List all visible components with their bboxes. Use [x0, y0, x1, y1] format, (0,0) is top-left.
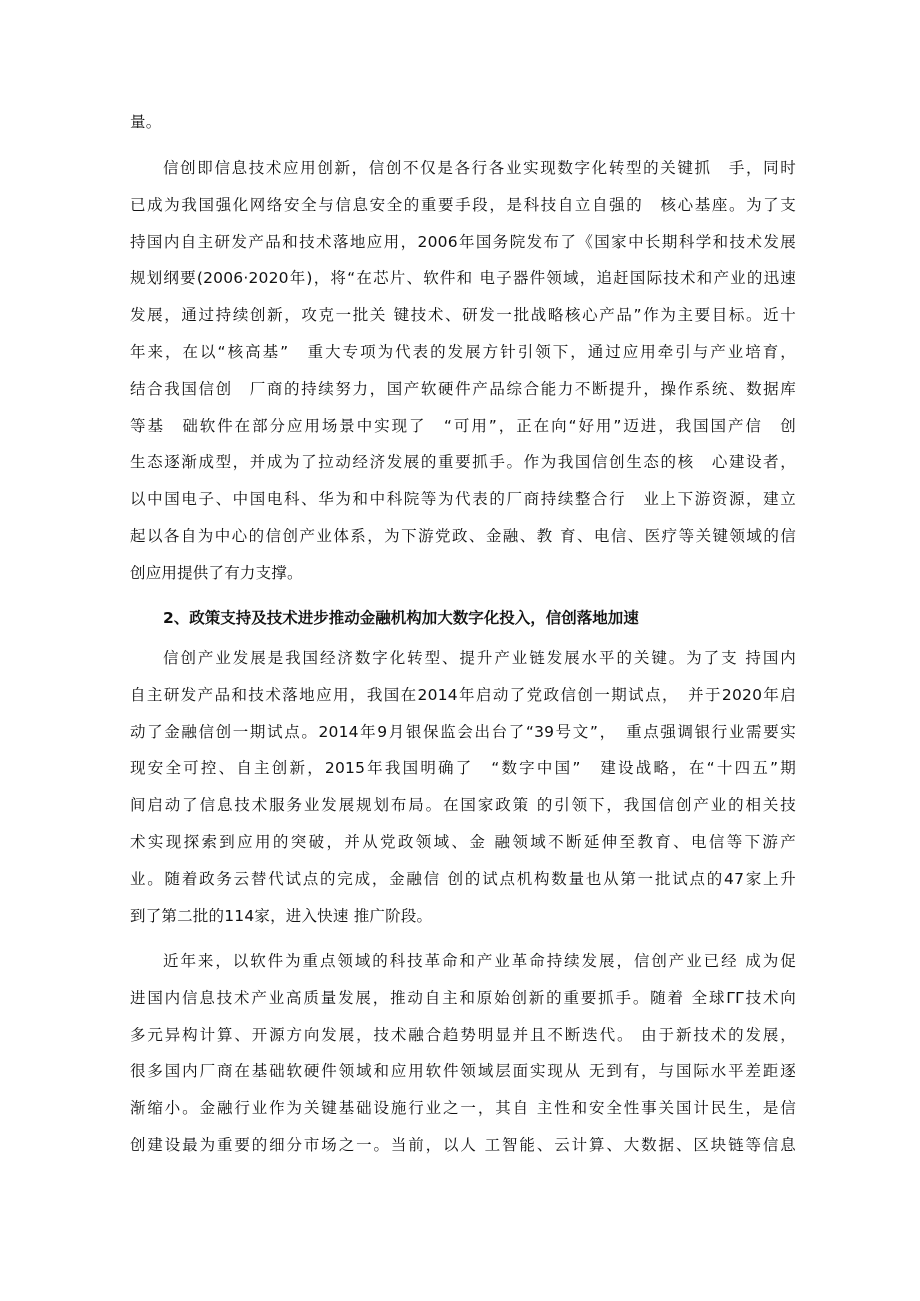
- text-line: 等基 础软件在部分应用场景中实现了 “可用”，正在向“好用”迈进，我国国产信 创: [130, 416, 796, 435]
- section-heading: 2、政策支持及技术进步推动金融机构加大数字化投入，信创落地加速: [163, 609, 639, 627]
- text-line: 以中国电子、中国电科、华为和中科院等为代表的厂商持续整合行 业上下游资源，建立: [130, 490, 796, 509]
- text-line: 起以各自为中心的信创产业体系，为下游党政、金融、教 育、电信、医疗等关键领域的信: [130, 526, 796, 545]
- text-line: 渐缩小。金融行业作为关键基础设施行业之一，其自 主性和安全性事关国计民生，是信: [130, 1099, 796, 1118]
- text-line: 业。随着政务云替代试点的完成，金融信 创的试点机构数量也从第一批试点的47家上升: [130, 869, 796, 888]
- text-line: 创建设最为重要的细分市场之一。当前，以人 工智能、云计算、大数据、区块链等信息: [130, 1135, 796, 1154]
- text-line: 近年来，以软件为重点领域的科技革命和产业革命持续发展，信创产业已经 成为促: [163, 952, 796, 970]
- text-line: 很多国内厂商在基础软硬件领域和应用软件领域层面实现从 无到有，与国际水平差距逐: [130, 1062, 796, 1081]
- text-line: 到了第二批的114家，进入快速 推广阶段。: [130, 906, 433, 925]
- text-line: 多元异构计算、开源方向发展，技术融合趋势明显并且不断迭代。 由于新技术的发展，: [130, 1025, 796, 1044]
- text-line: 已成为我国强化网络安全与信息安全的重要手段，是科技自立自强的 核心基座。为了支: [130, 195, 796, 214]
- text-line: 自主研发产品和技术落地应用，我国在2014年启动了党政信创一期试点， 并于2020年启: [130, 685, 796, 704]
- text-line: 持国内自主研发产品和技术落地应用，2006年国务院发布了《国家中长期科学和技术发展: [130, 232, 796, 251]
- text-line: 进国内信息技术产业高质量发展，推动自主和原始创新的重要抓手。随着 全球ΓΓ技术向: [130, 988, 796, 1007]
- text-line: 创应用提供了有力支撑。: [130, 563, 303, 582]
- text-line: 发展，通过持续创新，攻克一批关 键技术、研发一批战略核心产品”作为主要目标。近十: [130, 306, 796, 325]
- text-line: 规划纲要(2006·2020年)，将“在芯片、软件和 电子器件领域，追赶国际技术和产业的迅速: [130, 269, 796, 288]
- paragraph-technology-progress: [130, 943, 796, 1164]
- text-line: 信创产业发展是我国经济数字化转型、提升产业链发展水平的关键。为了支 持国内: [163, 649, 796, 667]
- paragraph-xinchuang-definition: [130, 150, 796, 592]
- paragraph-fragment: [130, 104, 796, 141]
- text-line: 动了金融信创一期试点。2014年9月银保监会出台了“39号文”， 重点强调银行业需要实: [130, 722, 796, 741]
- text-line: 信创即信息技术应用创新，信创不仅是各行各业实现数字化转型的关键抓 手，同时: [163, 159, 796, 177]
- text-line: 量。: [130, 113, 162, 131]
- text-line: 生态逐渐成型，并成为了拉动经济发展的重要抓手。作为我国信创生态的核 心建设者，: [130, 453, 796, 472]
- text-line: 现安全可控、自主创新，2015年我国明确了 “数字中国” 建设战略，在“十四五”期: [130, 759, 796, 778]
- text-line: 间启动了信息技术服务业发展规划布局。在国家政策 的引领下，我国信创产业的相关技: [130, 796, 796, 815]
- text-line: 结合我国信创 厂商的持续努力，国产软硬件产品综合能力不断提升，操作系统、数据库: [130, 379, 796, 398]
- text-line: 术实现探索到应用的突破，并从党政领域、金 融领域不断延伸至教育、电信等下游产: [130, 832, 796, 851]
- text-line: 年来，在以“核高基” 重大专项为代表的发展方针引领下，通过应用牵引与产业培育，: [130, 342, 796, 361]
- paragraph-policy-support: [130, 640, 796, 934]
